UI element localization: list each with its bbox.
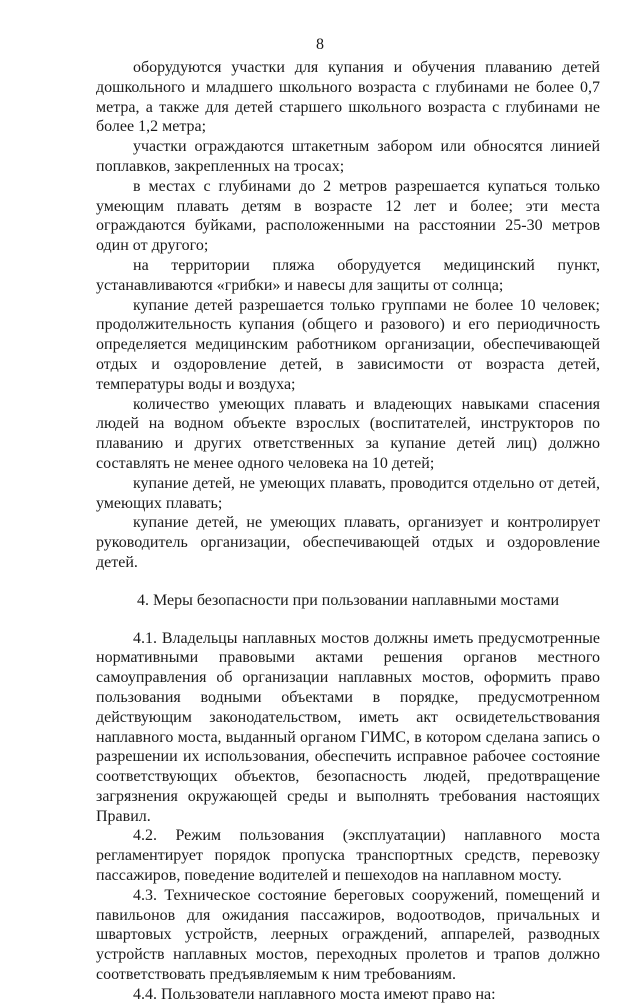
paragraph-area-fencing: участки ограждаются штакетным забором или обносятся линией поплавков, закрепленных на тросах;: [96, 138, 600, 175]
paragraph-swimming-areas: оборудуются участки для купания и обучения плаванию детей дошкольного и младшего школьного возраста с глубинами не более 0,7 метра, а также для детей старшего школьного возраста с глубинами не более 1,2 метра;: [96, 59, 600, 136]
paragraph-supervisors-count: количество умеющих плавать и владеющих навыками спасения людей на водном объекте взрослых (воспитателей, инструкторов по плаванию и других ответственных за купание детей лиц) должно составлять не менее одного человека на 10 детей;: [96, 395, 600, 472]
paragraph-4-1: 4.1. Владельцы наплавных мостов должны иметь предусмотренные нормативными правовыми актами решения органов местного самоуправления об организации наплавных мостов, оформить право пользования водными объектами в порядке, предусмотренном действующим законодательством, иметь акт освидетельствования наплавного моста, выданный органом ГИМС, в котором сделана запись о разрешении их использования, обеспечить исправное рабочее состояние соответствующих объектов, безопасность людей, предотвращение загрязнения окружающей среды и выполнять требования настоящих Правил.: [96, 629, 600, 825]
document-body: [96, 58, 600, 1005]
paragraph-non-swimmers-separate: купание детей, не умеющих плавать, проводится отдельно от детей, умеющих плавать;: [96, 474, 600, 512]
paragraph-beach-medical: на территории пляжа оборудуется медицинский пункт, устанавливаются «грибки» и навесы для защиты от солнца;: [96, 256, 600, 294]
paragraph-non-swimmers-control: купание детей, не умеющих плавать, организует и контролирует руководитель организации, обеспечивающей отдых и оздоровление детей.: [96, 514, 600, 571]
paragraph-4-3: 4.3. Техническое состояние береговых сооружений, помещений и павильонов для ожидания пассажиров, водоотводов, причальных и швартовых устройств, леерных ограждений, аппарелей, разводных устройств наплавных мостов, переходных пролетов и трапов должно соответствовать предъявляемым к ним требованиям.: [96, 886, 600, 984]
section-heading: 4. Меры безопасности при пользовании наплавными мостами: [136, 591, 560, 609]
paragraph-4-2: 4.2. Режим пользования (эксплуатации) наплавного моста регламентирует порядок пропуска транспортных средств, перевозку пассажиров, поведение водителей и пешеходов на наплавном мосту.: [96, 827, 600, 885]
page-number: 8: [316, 36, 324, 53]
paragraph-group-swimming: купание детей разрешается только группами не более 10 человек; продолжительность купания (общего и разового) и его периодичность определяется медицинским работником организации, обеспечивающей отдых и оздоровление детей, в зависимости от возраста детей, температуры воды и воздуха;: [96, 296, 600, 393]
paragraph-deep-water: в местах с глубинами до 2 метров разрешается купаться только умеющим плавать детям в возрасте 12 лет и более; эти места ограждаются буйками, расположенными на расстоянии 25-30 метров один от другого;: [96, 177, 600, 255]
paragraph-4-4: 4.4. Пользователи наплавного моста имеют право на:: [133, 985, 496, 1003]
